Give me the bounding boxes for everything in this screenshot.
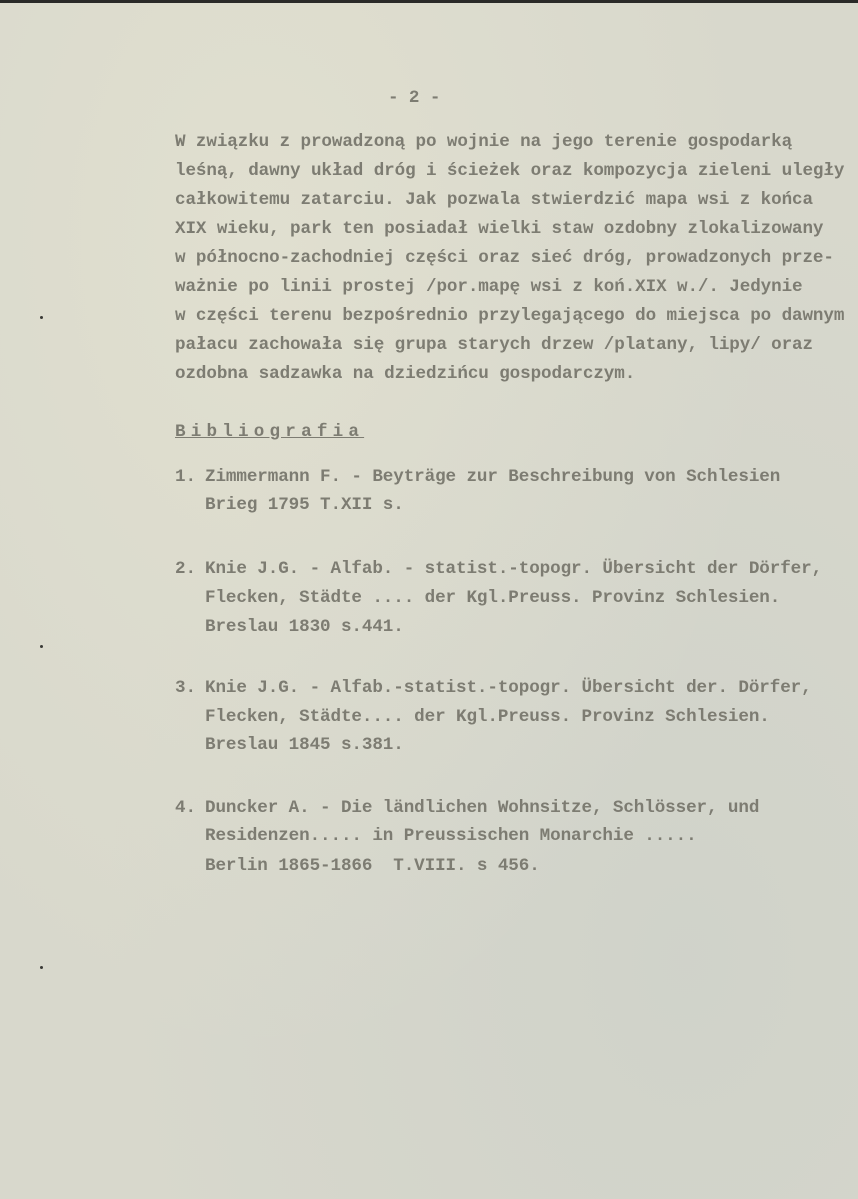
page-number: - 2 - [388, 88, 441, 108]
entry-line: Residenzen..... in Preussischen Monarchie ..... [205, 826, 697, 846]
paragraph-line: leśną, dawny układ dróg i ścieżek oraz kompozycja zieleni uległy [175, 161, 845, 181]
entry-line: Zimmermann F. - Beyträge zur Beschreibung von Schlesien [205, 467, 781, 487]
scan-edge [0, 0, 858, 3]
entry-number: 4. [175, 798, 196, 818]
entry-line: Flecken, Städte .... der Kgl.Preuss. Provinz Schlesien. [205, 588, 781, 608]
entry-line: Flecken, Städte.... der Kgl.Preuss. Provinz Schlesien. [205, 707, 770, 727]
entry-line: Breslau 1830 s.441. [205, 617, 404, 637]
entry-line: Knie J.G. - Alfab.-statist.-topogr. Übersicht der. Dörfer, [205, 678, 812, 698]
paragraph-line: XIX wieku, park ten posiadał wielki staw ozdobny zlokalizowany [175, 219, 824, 239]
entry-line: Knie J.G. - Alfab. - statist.-topogr. Übersicht der Dörfer, [205, 559, 823, 579]
punch-mark [40, 645, 43, 648]
paragraph-line: pałacu zachowała się grupa starych drzew /platany, lipy/ oraz [175, 335, 813, 355]
paragraph-line: w północno-zachodniej części oraz sieć dróg, prowadzonych prze- [175, 248, 834, 268]
paragraph-line: w części terenu bezpośrednio przylegającego do miejsca po dawnym [175, 306, 845, 326]
punch-mark [40, 966, 43, 969]
paragraph-line: W związku z prowadzoną po wojnie na jego terenie gospodarką [175, 132, 793, 152]
entry-number: 2. [175, 559, 196, 579]
entry-line: Breslau 1845 s.381. [205, 735, 404, 755]
punch-mark [40, 316, 43, 319]
entry-line: Brieg 1795 T.XII s. [205, 495, 404, 515]
entry-line: Berlin 1865-1866 T.VIII. s 456. [205, 856, 540, 876]
bibliography-heading: Bibliografia [175, 422, 365, 442]
paragraph-line: całkowitemu zatarciu. Jak pozwala stwierdzić mapa wsi z końca [175, 190, 813, 210]
entry-number: 1. [175, 467, 196, 487]
paragraph-line: ważnie po linii prostej /por.mapę wsi z koń.XIX w./. Jedynie [175, 277, 803, 297]
entry-number: 3. [175, 678, 196, 698]
paragraph-line: ozdobna sadzawka na dziedzińcu gospodarczym. [175, 364, 636, 384]
entry-line: Duncker A. - Die ländlichen Wohnsitze, Schlösser, und [205, 798, 760, 818]
